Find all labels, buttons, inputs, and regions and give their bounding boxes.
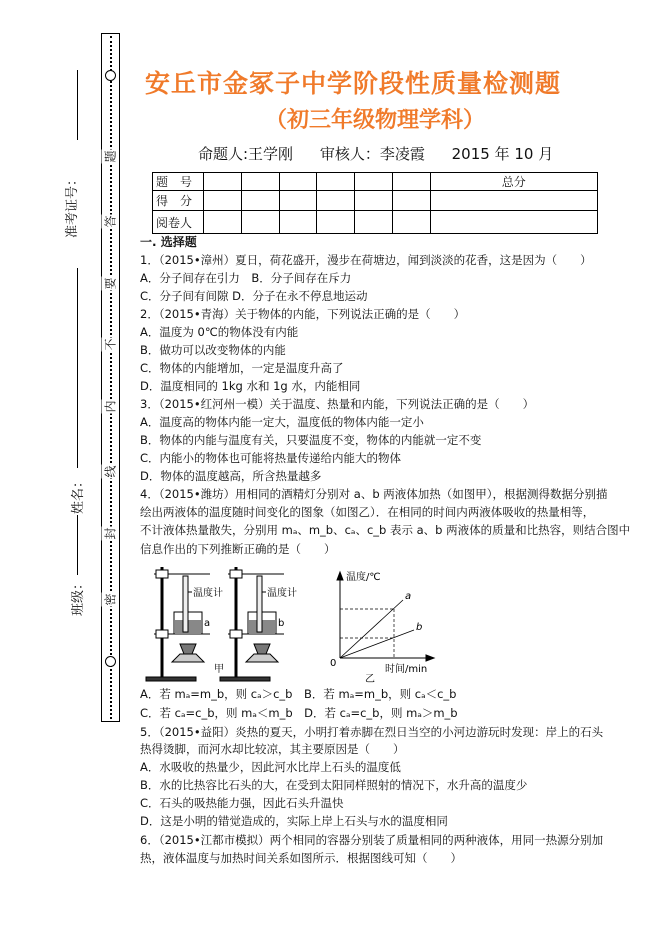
q1-options-cd: C．分子间有间隙 D．分子在永不停息地运动 bbox=[140, 289, 368, 303]
seal-char: 要 bbox=[103, 277, 118, 290]
q6-stem-2: 热，液体温度与加热时间关系如图所示．根据图线可知（ ） bbox=[140, 851, 462, 865]
q5-option-b: B．水的比热容比石头的大，在受到太阳同样照射的情况下，水升高的温度少 bbox=[140, 778, 528, 792]
exam-id-label: 准考证号： bbox=[65, 172, 81, 239]
row-label: 得 分 bbox=[153, 191, 204, 211]
row-label: 阅卷人 bbox=[153, 211, 204, 234]
line-a-label: a bbox=[405, 591, 412, 602]
exam-id-line[interactable] bbox=[77, 70, 78, 140]
q5-stem-1: 5．（2015•益阳）炎热的夏天，小明打着赤脚在烈日当空的小河边游玩时发现：岸上的石头 bbox=[140, 725, 604, 739]
q3-option-a: A．温度高的物体内能一定大，温度低的物体内能一定小 bbox=[140, 415, 424, 429]
caption-yi: 乙 bbox=[365, 674, 375, 685]
section-heading: 一. 选择题 bbox=[140, 235, 197, 249]
q4-option-b: B．若 mₐ=m_b，则 cₐ＜c_b bbox=[303, 687, 457, 701]
name-line[interactable] bbox=[77, 268, 78, 468]
origin-label: 0 bbox=[330, 658, 337, 669]
seal-char: 线 bbox=[103, 465, 118, 478]
q2-stem: 2．（2015•青海）关于物体的内能，下列说法正确的是（ ） bbox=[140, 307, 466, 321]
seal-dotted-line bbox=[110, 36, 112, 719]
q4-options-ab bbox=[140, 686, 456, 703]
apparatus-a bbox=[146, 567, 210, 681]
q1-options-ab: A．分子间存在引力 B．分子间存在斥力 bbox=[140, 271, 352, 285]
seal-char: 封 bbox=[103, 527, 118, 540]
row-label: 题 号 bbox=[153, 173, 204, 191]
q4-options-cd bbox=[140, 705, 458, 722]
q1-stem: 1．（2015•漳州）夏日，荷花盛开，漫步在荷塘边，闻到淡淡的花香，这是因为（ ） bbox=[140, 253, 592, 267]
q2-option-b: B．做功可以改变物体的内能 bbox=[140, 343, 286, 357]
q4-option-a: A．若 mₐ=m_b，则 cₐ＞c_b bbox=[140, 687, 293, 701]
thermometer-label: 温度计 bbox=[267, 588, 297, 599]
name-line-lower[interactable] bbox=[77, 515, 78, 575]
reviewer: 审核人：李凌霞 bbox=[319, 145, 425, 163]
q2-option-c: C．物体的内能增加，一定是温度升高了 bbox=[140, 361, 344, 375]
q4-figure bbox=[140, 562, 440, 687]
q3-option-d: D．物体的温度越高，所含热量越多 bbox=[140, 469, 322, 483]
seal-char: 题 bbox=[103, 150, 118, 163]
author: 命题人:王学刚 bbox=[198, 145, 294, 163]
x-axis-label: 时间/min bbox=[385, 664, 428, 675]
total-label: 总分 bbox=[430, 173, 597, 191]
line-b bbox=[340, 630, 414, 658]
line-b-label: b bbox=[416, 622, 423, 633]
binding-strip bbox=[101, 33, 120, 722]
seal-char: 答 bbox=[103, 215, 118, 228]
q6-stem-1: 6．（2015•江都市模拟）两个相同的容器分别装了质量相同的两种液体，用同一热源分别加 bbox=[140, 833, 604, 847]
q2-option-d: D．温度相同的 1kg 水和 1g 水，内能相同 bbox=[140, 379, 361, 393]
author-line bbox=[198, 143, 575, 164]
q5-option-a: A．水吸收的热量少，因此河水比岸上石头的温度低 bbox=[140, 760, 401, 774]
q4-stem-2: 绘出两液体的温度随时间变化的图象（如图乙）．在相同的时间内两液体吸收的热量相等， bbox=[140, 505, 595, 519]
q4-option-d: D．若 cₐ=c_b，则 mₐ＞m_b bbox=[304, 706, 458, 720]
liquid-b-label: b bbox=[278, 618, 285, 629]
exam-title: 安丘市金冢子中学阶段性质量检测题 bbox=[145, 69, 562, 98]
q2-option-a: A．温度为 0℃的物体没有内能 bbox=[140, 325, 299, 339]
y-axis-label: 温度/℃ bbox=[346, 572, 381, 583]
caption-jia: 甲 bbox=[214, 664, 224, 675]
q4-stem-3: 不计液体热量散失，分别用 mₐ、m_b、cₐ、c_b 表示 a、b 两液体的质量和比热容，则结合图中 bbox=[140, 523, 631, 537]
thermometer-label: 温度计 bbox=[193, 588, 223, 599]
q5-option-d: D．这是小明的错觉造成的，实际上岸上石头与水的温度相同 bbox=[140, 814, 448, 828]
seal-char: 密 bbox=[103, 593, 118, 606]
q3-stem: 3．（2015•红河州一模）关于温度、热量和内能，下列说法正确的是（ ） bbox=[140, 397, 535, 411]
q5-option-c: C．石头的吸热能力强，因此石头升温快 bbox=[140, 796, 344, 810]
q4-option-c: C．若 cₐ=c_b，则 mₐ＜m_b bbox=[140, 706, 293, 720]
temp-time-graph bbox=[337, 572, 434, 661]
y-axis-arrow-icon bbox=[337, 572, 343, 580]
q4-stem-1: 4．（2015•潍坊）用相同的酒精灯分别对 a、b 两液体加热（如图甲），根据测得数据分别描 bbox=[140, 487, 608, 501]
date: 2015 年 10 月 bbox=[451, 145, 554, 163]
binding-hole-icon bbox=[105, 70, 116, 81]
name-label: 姓名： bbox=[71, 474, 87, 515]
seal-char: 不 bbox=[103, 338, 118, 351]
q3-option-c: C．内能小的物体也可能将热量传递给内能大的物体 bbox=[140, 451, 402, 465]
class-label: 班级： bbox=[71, 576, 87, 617]
binding-hole-icon bbox=[105, 656, 116, 667]
apparatus-b bbox=[220, 567, 284, 681]
exam-subtitle: （初三年级物理学科） bbox=[265, 107, 486, 133]
x-axis-arrow-icon bbox=[426, 655, 434, 661]
seal-char: 内 bbox=[103, 400, 118, 413]
q4-stem-4: 信息作出的下列推断正确的是（ ） bbox=[140, 542, 336, 556]
q5-stem-2: 热得烫脚，而河水却比较凉，其主要原因是（ ） bbox=[140, 742, 405, 756]
q3-option-b: B．物体的内能与温度有关，只要温度不变，物体的内能就一定不变 bbox=[140, 433, 482, 447]
liquid-a-label: a bbox=[204, 618, 211, 629]
score-table bbox=[152, 172, 598, 234]
